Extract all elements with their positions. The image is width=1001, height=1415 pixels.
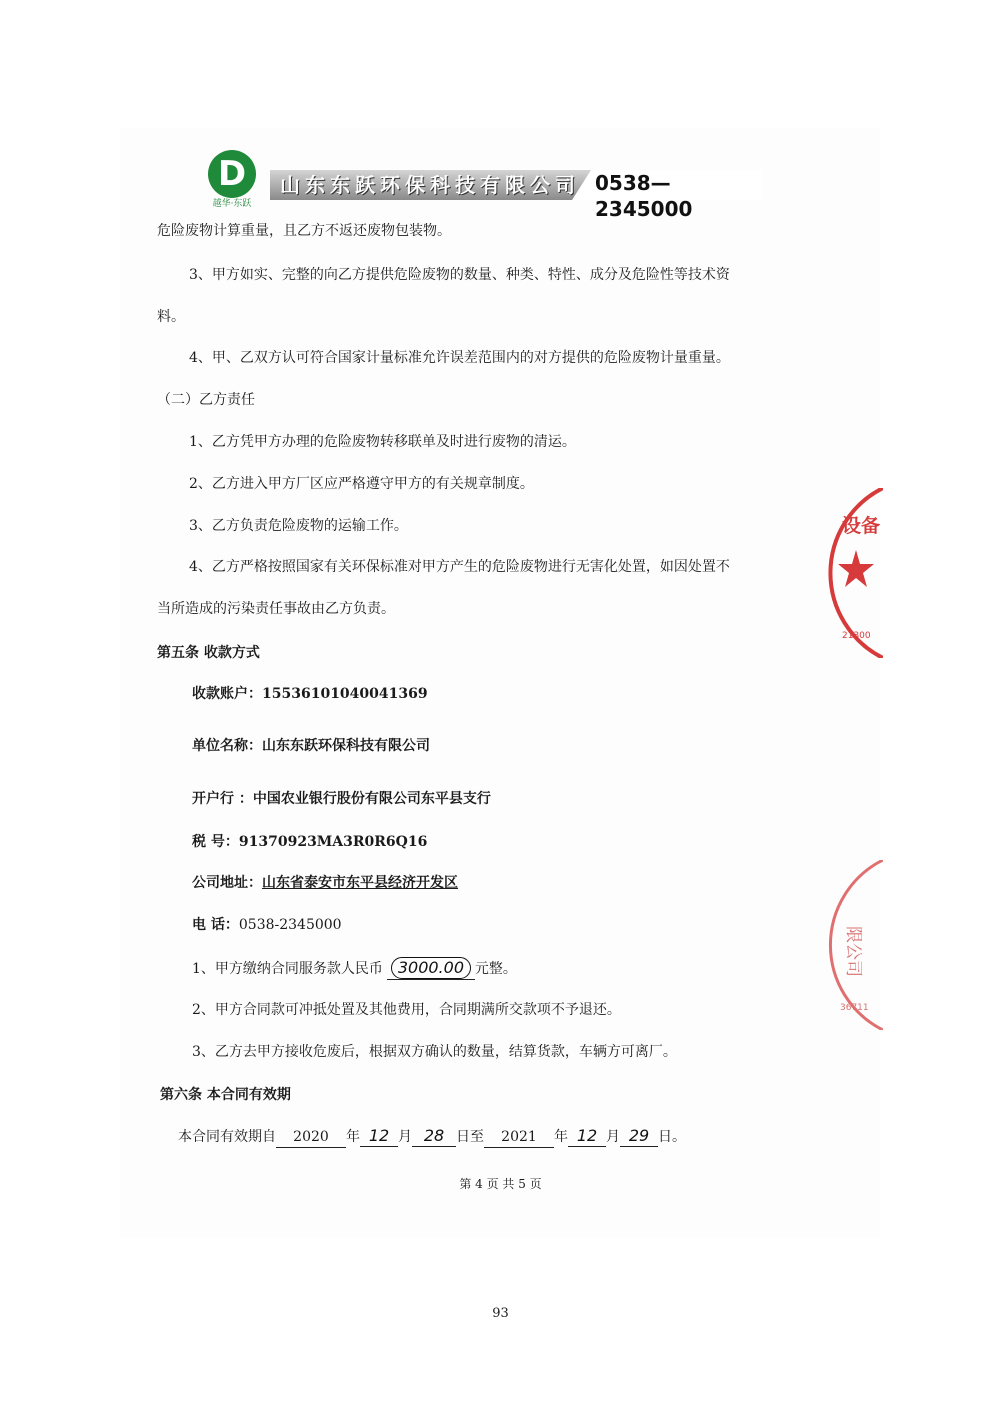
tax-row <box>192 832 427 852</box>
letterhead-phone: 0538—2345000 <box>595 171 693 221</box>
party-b-item-1: 1、乙方凭甲方办理的危险废物转移联单及时进行废物的清运。 <box>189 434 576 450</box>
year-label-1: 年 <box>346 1129 360 1145</box>
account-row <box>192 684 428 704</box>
address-value: 山东省泰安市东平县经济开发区 <box>262 875 458 891</box>
unit-label: 单位名称： <box>192 738 262 754</box>
body-line-continued: 危险废物计算重量，且乙方不返还废物包装物。 <box>157 223 451 239</box>
tax-number: 91370923MA3R0R6Q16 <box>238 834 428 850</box>
tel-row <box>192 915 342 935</box>
unit-name: 山东东跃环保科技有限公司 <box>262 738 430 754</box>
bank-row <box>192 789 491 809</box>
article-6-title: 第六条 本合同有效期 <box>160 1087 291 1103</box>
end-day: 29 <box>620 1126 658 1147</box>
payment-item-2: 2、甲方合同款可冲抵处置及其他费用，合同期满所交款项不予退还。 <box>192 1002 621 1018</box>
seal-upper-text: 设备 <box>842 515 881 537</box>
day-to-label: 日至 <box>456 1129 484 1145</box>
start-year: 2020 <box>276 1127 346 1148</box>
validity-prefix: 本合同有效期自 <box>178 1129 276 1145</box>
seal-upper-code: 21300 <box>842 631 871 641</box>
section-party-b-heading: （二）乙方责任 <box>157 392 255 408</box>
payment-item-1 <box>192 957 517 980</box>
bank-label: 开户行 ： <box>192 791 253 807</box>
party-b-item-4-cont: 当所造成的污染责任事故由乙方负责。 <box>157 601 395 617</box>
payment-item-1-text: 1、甲方缴纳合同服务款人民币 <box>192 961 383 977</box>
validity-period-row <box>178 1126 686 1148</box>
unit-row <box>192 736 430 756</box>
payment-amount-handwritten: 3000.00 <box>391 957 471 979</box>
letterhead-company-name: 山东东跃环保科技有限公司 <box>280 173 580 197</box>
party-b-item-2: 2、乙方进入甲方厂区应严格遵守甲方的有关规章制度。 <box>189 476 534 492</box>
party-a-item-4: 4、甲、乙双方认可符合国家计量标准允许误差范围内的对方提供的危险废物计量重量。 <box>189 350 730 366</box>
start-month: 12 <box>360 1126 398 1147</box>
payment-amount-field <box>387 957 475 980</box>
bank-name: 中国农业银行股份有限公司东平县支行 <box>252 791 491 807</box>
day-end-label: 日。 <box>658 1129 686 1145</box>
logo-letter: D <box>217 154 247 194</box>
party-b-item-4: 4、乙方严格按照国家有关环保标准对甲方产生的危险废物进行无害化处置，如因处置不 <box>189 559 730 575</box>
seal-lower-code: 36711 <box>840 1003 869 1013</box>
month-label-2: 月 <box>606 1129 620 1145</box>
tel-label: 电 话： <box>192 917 239 933</box>
party-b-item-3: 3、乙方负责危险废物的运输工作。 <box>189 518 408 534</box>
start-day: 28 <box>412 1126 456 1147</box>
address-row <box>192 873 458 893</box>
year-label-2: 年 <box>554 1129 568 1145</box>
payment-item-3: 3、乙方去甲方接收危废后，根据双方确认的数量，结算货款，车辆方可离厂。 <box>192 1044 677 1060</box>
party-a-item-3: 3、甲方如实、完整的向乙方提供危险废物的数量、种类、特性、成分及危险性等技术资 <box>189 267 730 283</box>
month-label-1: 月 <box>398 1129 412 1145</box>
red-seal-lower <box>828 860 883 1030</box>
seal-star-icon <box>838 550 874 587</box>
scanned-page <box>120 128 880 1238</box>
account-label: 收款账户： <box>192 686 262 702</box>
end-month: 12 <box>568 1126 606 1147</box>
red-seal-upper <box>828 488 883 658</box>
page-indicator: 第 4 页 共 5 页 <box>459 1177 542 1191</box>
document-page-number: 93 <box>492 1306 509 1321</box>
letterhead <box>200 150 762 221</box>
tel-value: 0538-2345000 <box>238 917 342 933</box>
tax-label: 税 号： <box>192 834 239 850</box>
payment-item-1-suffix: 元整。 <box>474 961 517 977</box>
company-logo <box>208 150 256 198</box>
article-5-title: 第五条 收款方式 <box>157 645 260 661</box>
end-year: 2021 <box>484 1127 554 1148</box>
seal-lower-text: 限公司 <box>843 926 863 977</box>
account-number: 15536101040041369 <box>262 686 428 702</box>
party-a-item-3-cont: 料。 <box>157 309 185 325</box>
address-label: 公司地址： <box>192 875 262 891</box>
logo-tagline: 越华·东跃 <box>212 199 252 209</box>
